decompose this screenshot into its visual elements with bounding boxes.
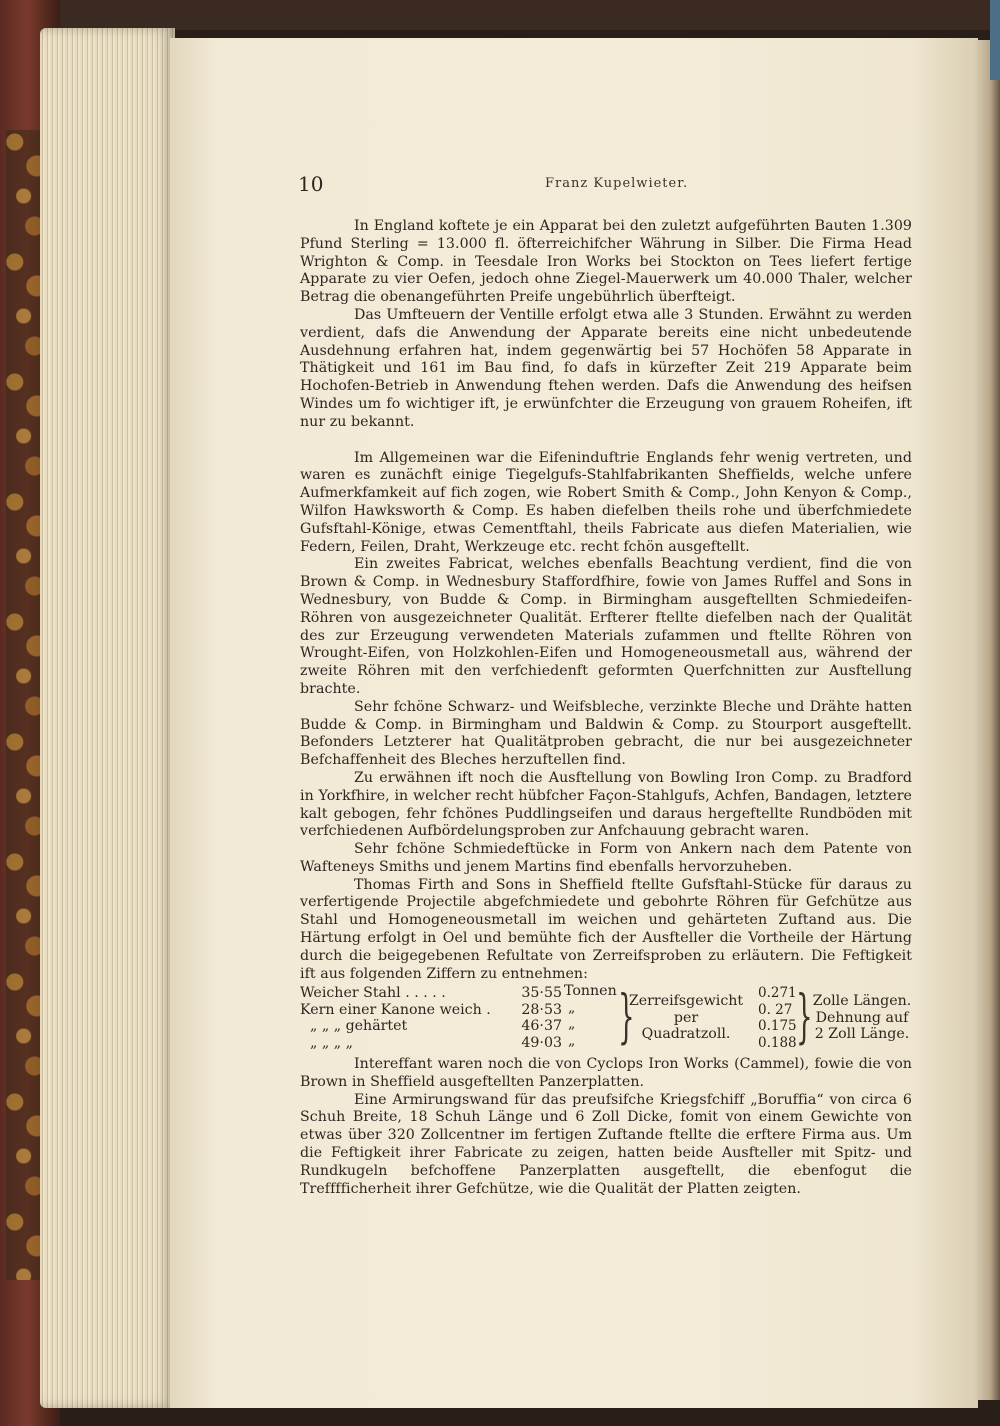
paragraph: Sehr fchöne Schmiedeftücke in Form von Ankern nach dem Patente von Wafteneys Smiths und jenem Martins find ebenfalls hervorzuheben. <box>300 841 912 875</box>
table-value: 46·37 <box>521 1018 562 1034</box>
table-unit: „ <box>568 1032 576 1049</box>
body-text-after <box>300 1056 912 1198</box>
elongation-value: 0.175 <box>758 1018 797 1034</box>
right-page-edge <box>975 40 1000 1400</box>
table-labels <box>300 985 491 1051</box>
right-cover-band <box>990 0 1000 80</box>
middle-label <box>626 993 746 1043</box>
right-label-line: Zolle Längen. <box>812 993 912 1009</box>
table-unit: „ <box>568 1016 576 1032</box>
table-value: 49·03 <box>521 1034 562 1051</box>
page-stack <box>40 28 175 1408</box>
paragraph: Das Umfteuern der Ventille erfolgt etwa alle 3 Stunden. Erwähnt zu werden verdient, dafs die Anwendung der Apparate bereits eine nicht unbedeutende Ausdehnung erfahren hat, indem gegenwärtig bei 57 Hochöfen 58 Apparate in Thätigkeit und 161 im Bau find, fo dafs in kürzefter Zeit 219 Apparate beim Hochofen-Betrieb in Anwendung ftehen werden. Dafs die Anwendung des heifsen Windes um fo wichtiger ift, je erwünfchter die Erzeugung von grauem Roheifen, ift nur zu bekannt. <box>300 306 912 430</box>
middle-label-line: per <box>673 1009 699 1026</box>
paragraph: Ein zweites Fabricat, welches ebenfalls Beachtung verdient, find die von Brown & Comp. in Wednesbury Staffordfhire, fowie von James Ruffel and Sons in Wednesbury, von Budde & Comp. in Birmingham ausgeftellten Schmiedeifen-Röhren von ausgezeichneter Qualität. Erfterer ftellte diefelben nach der Qualität des zur Erzeugung verwendeten Materials zufammen und ftellte Röhren von Wrought-Eifen, von Holzkohlen-Eifen und Homogeneousmetall aus, während der zweite Röhren mit den verfchiedenft geformten Querfchnitten zur Ausftellung brachte. <box>300 556 912 697</box>
table-row-label: „ „ „ „ <box>310 1034 353 1051</box>
elongation-value: 0.271 <box>758 985 797 1001</box>
brace-icon: } <box>618 982 635 1050</box>
table-row-label: „ „ „ gehärtet <box>310 1018 408 1034</box>
right-label-line: 2 Zoll Länge. <box>814 1026 910 1042</box>
right-label-line: Dehnung auf <box>815 1009 909 1026</box>
table-values <box>512 985 562 1051</box>
book-cover-top <box>0 0 1000 30</box>
paragraph: Intereffant waren noch die von Cyclops Iron Works (Cammel), fowie die von Brown in Sheffield ausgeftellten Panzerplatten. <box>300 1056 912 1090</box>
right-label <box>812 993 912 1043</box>
table-row-label: Weicher Stahl . . . . . <box>300 985 446 1001</box>
paragraph: Im Allgemeinen war die Eifeninduftrie Englands fehr wenig vertreten, und waren es zunächft einige Tiegelgufs-Stahlfabrikanten Sheffields, welche unfere Aufmerkfamkeit auf fich zogen, wie Robert Smith & Comp., John Kenyon & Comp., Wilfon Hawksworth & Comp. Es haben diefelben theils rohe und überfchmiedete Gufsftahl-Könige, etwas Cementftahl, theils Fabricate aus diefen Materialien, wie Federn, Feilen, Draht, Werkzeuge etc. recht fchön ausgeftellt. <box>300 449 912 555</box>
strength-table <box>300 982 920 1055</box>
paragraph: Thomas Firth and Sons in Sheffield ftellte Gufsftahl-Stücke für daraus zu verfertigende Projectile abgefchmiedete und gebohrte Röhren für Gefchütze aus Stahl und Homogeneousmetall im weichen und gehärteten Zuftand aus. Die Härtung erfolgt in Oel und bemühte fich der Ausfteller die Vortheile der Härtung durch die beigegebenen Refultate von Zerreifsproben zu erläutern. Die Feftigkeit ift aus folgenden Ziffern zu entnehmen: <box>300 876 912 982</box>
paragraph: Zu erwähnen ift noch die Ausftellung von Bowling Iron Comp. zu Bradford in Yorkfhire, in welcher recht hübfcher Façon-Stahlgufs, Achfen, Bandagen, letztere kalt gebogen, fehr fchönes Puddlingseifen und daraus hergeftellte Rundböden mit verfchiedenen Aufbördelungsproben zur Anfchauung gebracht waren. <box>300 769 912 840</box>
paragraph: Sehr fchöne Schwarz- und Weifsbleche, verzinkte Bleche und Drähte hatten Budde & Comp. in Birmingham und Baldwin & Comp. zu Stourport ausgeftellt. Befonders Letzterer hat Qualitätproben gebracht, die nur bei ausgezeichneter Befchaffenheit des Bleches herzuftellen find. <box>300 698 912 769</box>
page-number: 10 <box>298 172 324 196</box>
running-head: Franz Kupelwieter. <box>545 176 689 191</box>
elongation-values <box>758 985 797 1051</box>
table-units <box>564 983 617 1049</box>
elongation-value: 0. 27 <box>758 1001 793 1018</box>
table-value: 35·55 <box>521 985 562 1001</box>
body-text <box>300 218 912 983</box>
table-unit: Tonnen <box>564 983 617 999</box>
paragraph: Eine Armirungswand für das preufsifche Kriegsfchiff „Boruffia“ von circa 6 Schuh Breite, 18 Schuh Länge und 6 Zoll Dicke, fomit von einem Gewichte von etwas über 320 Zollcentner im fertigen Zuftande ftellte die erftere Firma aus. Um die Feftigkeit ihrer Fabricate zu zeigen, hatten beide Ausfteller mit Spitz- und Rundkugeln befchoffene Panzerplatten ausgeftellt, die ebenfogut die Trefffficherheit ihrer Gefchütze, wie die Qualität der Platten zeigten. <box>300 1091 912 1197</box>
middle-label-line: Zerreifsgewicht <box>628 993 744 1009</box>
table-row-label: Kern einer Kanone weich . <box>300 1001 491 1018</box>
brace-icon: } <box>796 982 813 1050</box>
table-unit: „ <box>568 999 576 1016</box>
table-value: 28·53 <box>521 1001 562 1018</box>
elongation-value: 0.188 <box>758 1034 797 1051</box>
middle-label-line: Quadratzoll. <box>641 1026 731 1042</box>
paragraph: In England koftete je ein Apparat bei den zuletzt aufgeführten Bauten 1.309 Pfund Sterling = 13.000 fl. öfterreichifcher Währung in Silber. Die Firma Head Wrighton & Comp. in Teesdale Iron Works bei Stockton on Tees liefert fertige Apparate zu vier Oefen, jedoch ohne Ziegel-Mauerwerk um 40.000 Thaler, welcher Betrag die obenangeführten Preife ungebührlich überfteigt. <box>300 218 912 306</box>
